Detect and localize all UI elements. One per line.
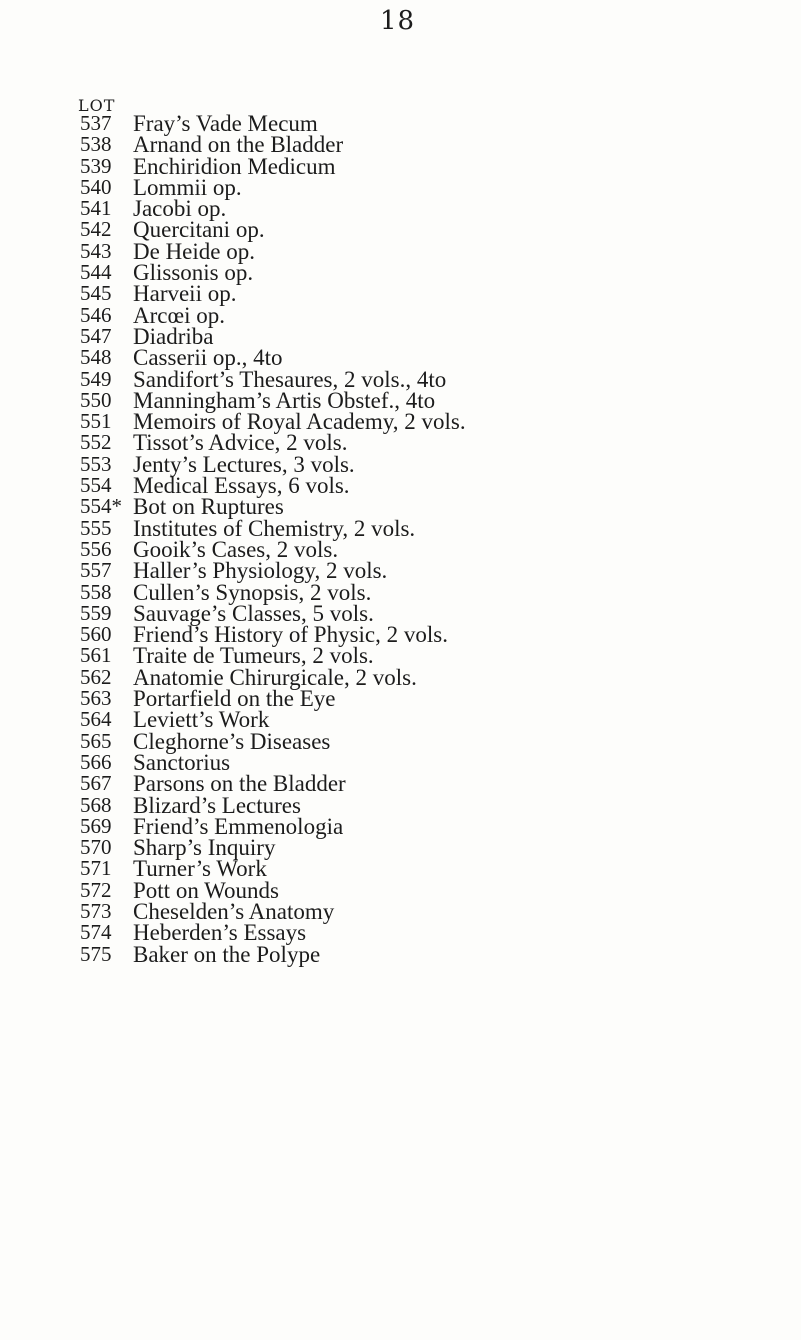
lot-number: 573 xyxy=(80,898,112,923)
lot-title: Medical Essays, 6 vols. xyxy=(133,473,350,499)
lot-entry xyxy=(0,920,801,946)
lot-entry xyxy=(0,196,801,222)
lot-number: 559 xyxy=(80,600,112,625)
lot-number: 567 xyxy=(80,771,112,796)
lot-title: Fray’s Vade Mecum xyxy=(133,111,318,136)
lot-number: 561 xyxy=(80,643,112,668)
lot-title: Jacobi op. xyxy=(133,196,227,222)
lot-entry xyxy=(0,835,801,861)
lot-number: 560 xyxy=(80,622,112,647)
lot-entry xyxy=(0,366,801,392)
lot-number: 554* xyxy=(80,494,122,519)
lot-number: 538 xyxy=(80,132,112,157)
lot-title: Cullen’s Synopsis, 2 vols. xyxy=(133,579,372,605)
lot-entry xyxy=(0,515,801,541)
lot-title: Quercitani op. xyxy=(133,217,265,243)
lot-entry xyxy=(0,898,801,924)
lot-title: Leviett’s Work xyxy=(133,707,270,733)
lot-entry xyxy=(0,409,801,435)
lot-entry xyxy=(0,260,801,286)
lot-number: 544 xyxy=(80,260,112,285)
lot-list xyxy=(0,113,801,965)
lot-title: Enchiridion Medicum xyxy=(133,153,336,179)
lot-title: Diadriba xyxy=(133,323,214,349)
lot-title: Cleghorne’s Diseases xyxy=(133,728,331,754)
lot-title: Casserii op., 4to xyxy=(133,345,283,371)
lot-title: Glissonis op. xyxy=(133,260,254,286)
lot-title: Haller’s Physiology, 2 vols. xyxy=(133,558,388,584)
lot-title: Tissot’s Advice, 2 vols. xyxy=(133,430,348,456)
lot-number: 540 xyxy=(80,174,112,199)
lot-number: 543 xyxy=(80,238,112,263)
lot-number: 552 xyxy=(80,430,112,455)
lot-number: 566 xyxy=(80,749,112,774)
lot-number: 546 xyxy=(80,302,112,327)
lot-entry xyxy=(0,153,801,179)
lot-title: Blizard’s Lectures xyxy=(133,792,301,818)
lot-number: 554 xyxy=(80,473,112,498)
lot-entry xyxy=(0,281,801,307)
lot-entry xyxy=(0,600,801,626)
lot-number: 568 xyxy=(80,792,112,817)
lot-title: Friend’s History of Physic, 2 vols. xyxy=(133,622,448,648)
lot-entry xyxy=(0,174,801,200)
lot-title: Sauvage’s Classes, 5 vols. xyxy=(133,600,374,626)
lot-entry xyxy=(0,813,801,839)
lot-title: Turner’s Work xyxy=(133,856,267,882)
lot-entry xyxy=(0,473,801,499)
lot-number: 541 xyxy=(80,196,112,221)
lot-number: 574 xyxy=(80,920,112,945)
lot-number: 547 xyxy=(80,323,112,348)
lot-entry xyxy=(0,643,801,669)
lot-number: 571 xyxy=(80,856,112,881)
lot-title: Manningham’s Artis Obstef., 4to xyxy=(133,387,436,413)
lot-title: Parsons on the Bladder xyxy=(133,771,346,797)
lot-entry xyxy=(0,707,801,733)
lot-number: 558 xyxy=(80,579,112,604)
lot-title: Pott on Wounds xyxy=(133,877,279,903)
lot-entry xyxy=(0,579,801,605)
lot-number: 551 xyxy=(80,409,112,434)
lot-entry xyxy=(0,877,801,903)
lot-number: 575 xyxy=(80,941,112,966)
lot-column-header: LOT xyxy=(78,96,116,115)
lot-entry xyxy=(0,430,801,456)
lot-title: Heberden’s Essays xyxy=(133,920,307,946)
lot-entry xyxy=(0,132,801,158)
lot-title: Sandifort’s Thesaures, 2 vols., 4to xyxy=(133,366,447,392)
lot-number: 562 xyxy=(80,664,112,689)
lot-number: 548 xyxy=(80,345,112,370)
lot-entry xyxy=(0,728,801,754)
lot-number: 553 xyxy=(80,451,112,476)
lot-number: 556 xyxy=(80,536,112,561)
lot-entry xyxy=(0,323,801,349)
lot-number: 549 xyxy=(80,366,112,391)
lot-entry xyxy=(0,686,801,712)
lot-title: Baker on the Polype xyxy=(133,941,321,967)
lot-number: 550 xyxy=(80,387,112,412)
lot-entry xyxy=(0,771,801,797)
lot-title: Bot on Ruptures xyxy=(133,494,284,520)
lot-entry xyxy=(0,941,801,967)
lot-title: Lommii op. xyxy=(133,174,242,200)
lot-title: Memoirs of Royal Academy, 2 vols. xyxy=(133,409,466,435)
lot-title: Jenty’s Lectures, 3 vols. xyxy=(133,451,355,477)
lot-title: Sanctorius xyxy=(133,749,231,775)
lot-number: 542 xyxy=(80,217,112,242)
lot-number: 545 xyxy=(80,281,112,306)
lot-entry xyxy=(0,345,801,371)
lot-number: 557 xyxy=(80,558,112,583)
lot-entry xyxy=(0,622,801,648)
lot-entry xyxy=(0,302,801,328)
lot-entry xyxy=(0,856,801,882)
lot-entry xyxy=(0,387,801,413)
lot-number: 569 xyxy=(80,813,112,838)
lot-entry xyxy=(0,451,801,477)
lot-title: Friend’s Emmenologia xyxy=(133,813,344,839)
lot-entry xyxy=(0,749,801,775)
lot-title: Arcœi op. xyxy=(133,302,225,328)
lot-number: 563 xyxy=(80,686,112,711)
lot-number: 570 xyxy=(80,835,112,860)
lot-title: Gooik’s Cases, 2 vols. xyxy=(133,536,339,562)
lot-entry xyxy=(0,536,801,562)
lot-entry xyxy=(0,217,801,243)
lot-number: 539 xyxy=(80,153,112,178)
lot-number: 537 xyxy=(80,111,112,135)
lot-title: Institutes of Chemistry, 2 vols. xyxy=(133,515,416,541)
lot-entry xyxy=(0,792,801,818)
lot-entry xyxy=(0,664,801,690)
lot-entry xyxy=(0,558,801,584)
lot-entry xyxy=(0,113,801,134)
lot-number: 555 xyxy=(80,515,112,540)
page-number: 18 xyxy=(380,6,416,36)
lot-number: 572 xyxy=(80,877,112,902)
lot-title: Arnand on the Bladder xyxy=(133,132,344,158)
lot-entry xyxy=(0,238,801,264)
lot-title: Harveii op. xyxy=(133,281,237,307)
lot-title: De Heide op. xyxy=(133,238,255,264)
lot-number: 565 xyxy=(80,728,112,753)
lot-title: Cheselden’s Anatomy xyxy=(133,898,335,924)
lot-entry xyxy=(0,494,801,520)
lot-title: Sharp’s Inquiry xyxy=(133,835,276,861)
lot-title: Portarfield on the Eye xyxy=(133,686,336,712)
lot-title: Traite de Tumeurs, 2 vols. xyxy=(133,643,374,669)
lot-number: 564 xyxy=(80,707,112,732)
lot-title: Anatomie Chirurgicale, 2 vols. xyxy=(133,664,417,690)
